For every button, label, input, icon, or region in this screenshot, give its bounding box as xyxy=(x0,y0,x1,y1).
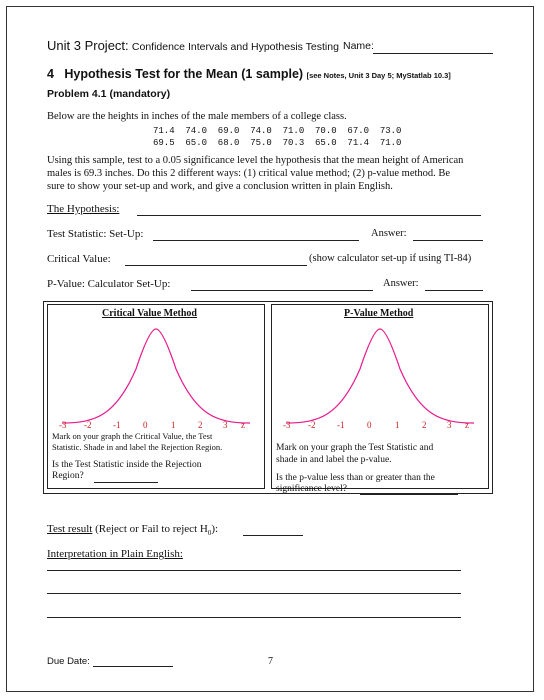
left-answer-field[interactable] xyxy=(94,482,158,483)
left-tick-0: 0 xyxy=(143,420,148,430)
interpretation-line-3[interactable] xyxy=(47,617,461,618)
right-note-2: shade in and label the p-value. xyxy=(276,455,392,465)
section-number: 4 xyxy=(47,67,54,81)
answer-label-1: Answer: xyxy=(371,228,407,239)
instructions-line-1: Using this sample, test to a 0.05 significance level the hypothesis that the mean height of American xyxy=(47,155,464,166)
p-value-setup-field[interactable] xyxy=(191,290,373,291)
critical-panel-title: Critical Value Method xyxy=(102,308,197,319)
right-question-2: significance level? xyxy=(276,484,347,494)
left-question-1: Is the Test Statistic inside the Rejection xyxy=(52,460,202,470)
calculator-note: (show calculator set-up if using TI-84) xyxy=(309,253,472,264)
unit-topic: Confidence Intervals and Hypothesis Testing xyxy=(131,41,339,53)
critical-value-field[interactable] xyxy=(125,265,307,266)
section-ref: [see Notes, Unit 3 Day 5; MyStatlab 10.3] xyxy=(306,71,451,80)
test-stat-setup-field[interactable] xyxy=(153,240,359,241)
instructions-line-2: males is 69.3 inches. Do this 2 different ways: (1) critical value method; (2) p-value method. Be xyxy=(47,168,451,179)
data-row-2: 69.5 65.0 68.0 75.0 70.3 65.0 71.4 71.0 xyxy=(153,138,402,148)
left-tick-2: 2 xyxy=(198,420,203,430)
right-question-1: Is the p-value less than or greater than the xyxy=(276,473,435,483)
problem-intro: Below are the heights in inches of the male members of a college class. xyxy=(47,111,347,122)
section-title: Hypothesis Test for the Mean (1 sample) xyxy=(64,67,304,81)
test-result-label: Test result xyxy=(47,523,93,535)
left-tick-3: 3 xyxy=(223,420,228,430)
interpretation-line-1[interactable] xyxy=(47,570,461,571)
test-result-field[interactable] xyxy=(243,535,303,536)
hypothesis-label: The Hypothesis: xyxy=(47,203,120,215)
page-number: 7 xyxy=(268,656,273,667)
right-tick--1: -1 xyxy=(337,420,345,430)
test-stat-answer-field[interactable] xyxy=(413,240,483,241)
left-question-2: Region? xyxy=(52,471,84,481)
left-tick--2: -2 xyxy=(84,420,92,430)
p-value-panel xyxy=(271,304,489,494)
answer-label-2: Answer: xyxy=(383,278,419,289)
critical-value-panel xyxy=(47,304,265,489)
test-result-row xyxy=(47,523,218,537)
right-tick-2: 2 xyxy=(422,420,427,430)
section-heading xyxy=(47,67,451,81)
left-note-1: Mark on your graph the Critical Value, the Test xyxy=(52,431,213,441)
left-note-2: Statistic. Shade in and label the Rejection Region. xyxy=(52,442,223,452)
interpretation-label: Interpretation in Plain English: xyxy=(47,548,183,560)
pvalue-panel-title: P-Value Method xyxy=(344,308,414,319)
header xyxy=(47,38,339,54)
left-tick-1: 1 xyxy=(171,420,176,430)
left-normal-curve-icon xyxy=(56,319,256,429)
left-axis xyxy=(56,420,256,430)
left-tick--1: -1 xyxy=(113,420,121,430)
name-label: Name: xyxy=(343,40,374,52)
test-result-paren: (Reject or Fail to reject H xyxy=(95,523,208,535)
problem-label: Problem 4.1 (mandatory) xyxy=(47,88,171,100)
right-tick-z: z xyxy=(465,420,469,430)
right-axis xyxy=(280,420,480,430)
h0-subscript: 0 xyxy=(207,529,212,538)
unit-title: Unit 3 Project: xyxy=(47,38,129,53)
p-value-answer-field[interactable] xyxy=(425,290,483,291)
right-tick--2: -2 xyxy=(308,420,316,430)
right-tick-0: 0 xyxy=(367,420,372,430)
right-answer-field[interactable] xyxy=(360,494,458,495)
due-date-field[interactable] xyxy=(93,666,173,667)
p-value-label: P-Value: Calculator Set-Up: xyxy=(47,278,171,290)
due-date-label: Due Date: xyxy=(47,656,90,667)
name-field[interactable] xyxy=(373,53,493,54)
right-normal-curve-icon xyxy=(280,319,480,429)
instructions-line-3: sure to show your set-up and work, and give a conclusion written in plain English. xyxy=(47,181,393,192)
right-tick-1: 1 xyxy=(395,420,400,430)
right-tick-3: 3 xyxy=(447,420,452,430)
worksheet-page xyxy=(6,6,534,692)
left-tick--3: -3 xyxy=(59,420,67,430)
data-row-1: 71.4 74.0 69.0 74.0 71.0 70.0 67.0 73.0 xyxy=(153,126,402,136)
right-note-1: Mark on your graph the Test Statistic and xyxy=(276,443,434,453)
left-tick-z: z xyxy=(241,420,245,430)
hypothesis-field[interactable] xyxy=(137,215,481,216)
critical-value-label: Critical Value: xyxy=(47,253,111,265)
test-stat-label: Test Statistic: Set-Up: xyxy=(47,228,144,240)
interpretation-line-2[interactable] xyxy=(47,593,461,594)
right-tick--3: -3 xyxy=(283,420,291,430)
test-result-end: ): xyxy=(211,523,219,535)
